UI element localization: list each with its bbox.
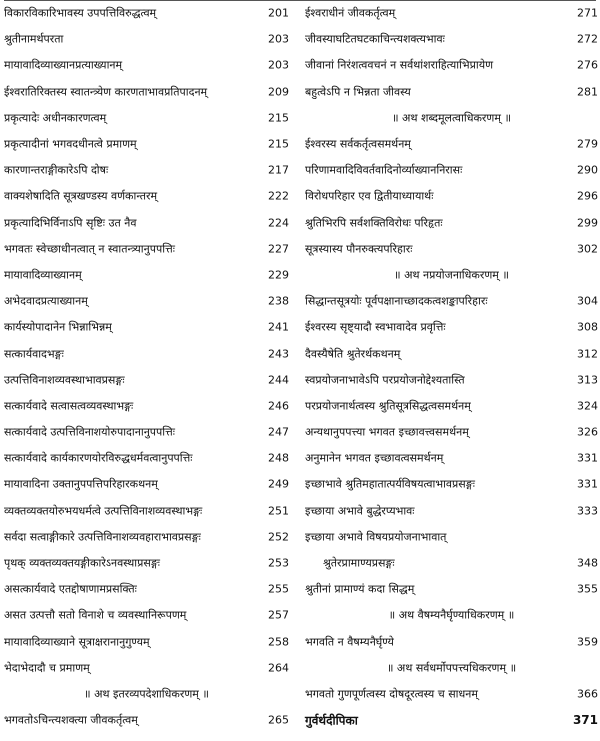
toc-entry-page: 241 — [268, 320, 289, 334]
toc-entry-title: मायावादिव्याख्यानप्रत्याख्यानम् — [4, 58, 123, 72]
toc-entry-title: वाक्यशेषादिति सूत्रखण्डस्य वर्णकान्तरम् — [4, 189, 158, 203]
toc-entry-page: 209 — [268, 85, 289, 99]
toc-entry-page: 227 — [268, 242, 289, 256]
toc-entry[interactable] — [305, 629, 598, 655]
toc-entry-title: असत उत्पत्तौ सतो विनाशे च व्यवस्थानिरूपणम् — [4, 608, 187, 622]
toc-entry-page: 243 — [268, 347, 289, 361]
toc-entry[interactable] — [305, 445, 598, 471]
toc-entry-title: भगवति न वैषम्यनैर्घृण्ये — [305, 635, 394, 649]
toc-entry[interactable] — [305, 524, 598, 550]
toc-entry[interactable] — [4, 707, 289, 733]
toc-entry[interactable] — [4, 131, 289, 157]
toc-entry-title: भेदाभेदादौ च प्रमाणम् — [4, 661, 90, 675]
toc-entry[interactable] — [305, 471, 598, 497]
toc-entry[interactable] — [305, 393, 598, 419]
section-heading — [4, 681, 289, 707]
toc-entry[interactable] — [305, 210, 598, 236]
toc-entry[interactable] — [4, 498, 289, 524]
toc-entry[interactable] — [4, 550, 289, 576]
toc-entry-page: 326 — [577, 425, 598, 439]
toc-entry-title: परप्रयोजनार्थत्वस्य श्रुतिसूत्रसिद्धत्वसमर्थनम् — [305, 399, 471, 413]
toc-entry[interactable] — [4, 183, 289, 209]
section-heading — [305, 602, 598, 628]
toc-entry-title: असत्कार्यवादे एतद्दोषाणामप्रसक्तिः — [4, 582, 137, 596]
toc-entry-page: 331 — [577, 477, 598, 491]
toc-entry-page: 281 — [577, 85, 598, 99]
toc-entry-page: 255 — [268, 582, 289, 596]
toc-entry[interactable] — [4, 471, 289, 497]
toc-entry-title: सर्वदा सत्वाङ्गीकारे उत्पत्तिविनाशव्यवहाराभावप्रसङ्गः — [4, 530, 201, 544]
toc-entry-page: 253 — [268, 556, 289, 570]
toc-entry-title: दैवस्यैषेति श्रुतेरर्थकथनम् — [305, 347, 401, 361]
toc-entry-title: ईश्वराधीनं जीवकर्तृत्वम् — [305, 6, 396, 20]
toc-entry-title: कार्यस्योपादानेन भिन्नाभिन्नम् — [4, 320, 112, 334]
toc-entry-page: 217 — [268, 163, 289, 177]
toc-entry-title: सत्कार्यवादे कार्यकारणयोरविरुद्धधर्मवत्वानुपपत्तिः — [4, 451, 193, 465]
toc-column-right — [305, 0, 598, 733]
toc-entry-title: स्वप्रयोजनाभावेऽपि परप्रयोजनोद्देश्यतास्ति — [305, 373, 465, 387]
toc-entry-title: प्रकृत्यादिभिर्विनाऽपि सृष्टिः उत नैव — [4, 216, 137, 230]
toc-column-left — [4, 0, 289, 733]
section-heading-text: ॥ अथ नप्रयोजनाधिकरणम् ॥ — [394, 268, 509, 282]
toc-entry[interactable] — [305, 183, 598, 209]
toc-entry-page: 229 — [268, 268, 289, 282]
toc-entry-title: सत्कार्यवादभङ्गः — [4, 347, 64, 361]
toc-entry-page: 371 — [572, 713, 598, 728]
section-heading — [305, 262, 598, 288]
toc-entry[interactable] — [4, 576, 289, 602]
toc-entry-page: 203 — [268, 32, 289, 46]
toc-entry[interactable] — [305, 131, 598, 157]
toc-entry[interactable] — [305, 314, 598, 340]
toc-entry-page: 366 — [577, 687, 598, 701]
toc-entry-page: 215 — [268, 137, 289, 151]
toc-entry-page: 244 — [268, 373, 289, 387]
toc-entry[interactable] — [305, 0, 598, 26]
toc-entry-title: मायावादिना उक्तानुपपत्तिपरिहारकथनम् — [4, 477, 158, 491]
toc-entry[interactable] — [305, 550, 598, 576]
toc-entry[interactable] — [305, 288, 598, 314]
toc-entry-title: पृथक् व्यक्तव्यक्तयङ्गीकारेऽनवस्थाप्रसङ्गः — [4, 556, 160, 570]
toc-entry-page: 201 — [268, 6, 289, 20]
toc-entry-page: 264 — [268, 661, 289, 675]
toc-entry[interactable] — [4, 367, 289, 393]
toc-entry-title: अभेदवादप्रत्याख्यानम् — [4, 294, 88, 308]
section-heading-text: ॥ अथ वैषम्यनैर्घृण्याधिकरणम् ॥ — [388, 608, 515, 622]
toc-entry-page: 215 — [268, 111, 289, 125]
toc-entry-title: विकारविकारिभावस्य उपपत्तिविरुद्धत्वम् — [4, 6, 157, 20]
toc-entry-title: कारणान्तराङ्गीकारेऽपि दोषः — [4, 163, 109, 177]
toc-entry[interactable] — [4, 524, 289, 550]
toc-entry-page: 299 — [577, 216, 598, 230]
toc-entry[interactable] — [4, 340, 289, 366]
toc-entry[interactable] — [4, 52, 289, 78]
toc-entry-title: विरोधपरिहार एव द्वितीयाध्यायार्थः — [305, 189, 434, 203]
toc-entry-page: 258 — [268, 635, 289, 649]
toc-entry-title: श्रुतीनामर्थपरता — [4, 32, 64, 46]
toc-entry-title: अन्यथानुपपत्त्या भगवत इच्छावत्त्वसमर्थनम् — [305, 425, 469, 439]
toc-entry-title: मायावादिव्याख्यानम् — [4, 268, 82, 282]
toc-entry[interactable] — [4, 602, 289, 628]
toc-entry-page: 313 — [577, 373, 598, 387]
toc-entry[interactable] — [4, 0, 289, 26]
toc-entry[interactable] — [305, 340, 598, 366]
toc-entry-title: ईश्वरातिरिक्तस्य स्वातन्त्र्येण कारणताभावप्रतिपादनम् — [4, 85, 208, 99]
toc-entry-page: 272 — [577, 32, 598, 46]
toc-entry-page: 324 — [577, 399, 598, 413]
toc-entry-page: 247 — [268, 425, 289, 439]
toc-entry-title: ईश्वरस्य सर्वकर्तृत्वसमर्थनम् — [305, 137, 411, 151]
toc-entry-page: 224 — [268, 216, 289, 230]
toc-entry[interactable] — [305, 681, 598, 707]
toc-entry[interactable] — [4, 26, 289, 52]
toc-entry-page: 251 — [268, 504, 289, 518]
toc-entry[interactable] — [4, 288, 289, 314]
section-heading-text: ॥ अथ सर्वधर्मोपपत्त्यधिकरणम् ॥ — [386, 661, 517, 675]
toc-entry-title: उत्पत्तिविनाशव्यवस्थाभावप्रसङ्गः — [4, 373, 125, 387]
toc-entry-page: 222 — [268, 189, 289, 203]
toc-entry-title: गुर्वर्थदीपिका — [305, 713, 358, 728]
toc-entry-page: 296 — [577, 189, 598, 203]
toc-entry-page: 271 — [577, 6, 598, 20]
toc-entry[interactable] — [305, 419, 598, 445]
section-heading — [305, 655, 598, 681]
toc-entry-title: प्रकृत्यादेः अधीनकारणत्वम् — [4, 111, 107, 125]
toc-entry-title: भगवतोऽचिन्त्यशक्त्या जीवकर्तृत्वम् — [4, 713, 138, 727]
toc-entry-page: 290 — [577, 163, 598, 177]
toc-entry-page: 308 — [577, 320, 598, 334]
toc-entry[interactable] — [4, 236, 289, 262]
toc-entry-page: 238 — [268, 294, 289, 308]
toc-entry[interactable] — [305, 26, 598, 52]
toc-entry-title: इच्छाभावे श्रुतिमहातात्पर्यविषयत्वाभावप्रसङ्गः — [305, 477, 475, 491]
toc-entry-title: श्रुतीनां प्रामाण्यं कदा सिद्धम् — [305, 582, 415, 596]
toc-entry-page: 249 — [268, 477, 289, 491]
toc-entry[interactable] — [4, 210, 289, 236]
toc-entry[interactable] — [4, 314, 289, 340]
toc-entry-title: ईश्वरस्य सृष्ट्यादौ स्वभावादेव प्रवृत्तिः — [305, 320, 446, 334]
toc-entry-title: श्रुतेरप्रामाण्यप्रसङ्गः — [323, 556, 395, 570]
toc-entry-page: 248 — [268, 451, 289, 465]
toc-entry-page: 246 — [268, 399, 289, 413]
toc-entry[interactable] — [4, 105, 289, 131]
toc-entry[interactable] — [4, 445, 289, 471]
toc-entry-title: परिणामवादिविवर्तवादिनोर्व्याख्याननिरासः — [305, 163, 463, 177]
toc-entry[interactable] — [4, 157, 289, 183]
toc-entry-title: जीवस्याघटितघटकाचिन्त्यशक्त्यभावः — [305, 32, 445, 46]
toc-entry[interactable] — [305, 498, 598, 524]
toc-entry-title: इच्छाया अभावे विषयप्रयोजनाभावात् — [305, 530, 447, 544]
toc-entry[interactable] — [305, 52, 598, 78]
toc-entry-title: श्रुतिभिरपि सर्वशक्तिविरोधः परिहृतः — [305, 216, 443, 230]
toc-entry-title: मायावादिव्याख्याने सूत्राक्षरानानुगुण्यम् — [4, 635, 150, 649]
toc-entry-title: अनुमानेन भगवत इच्छावत्वसमर्थनम् — [305, 451, 444, 465]
toc-entry[interactable] — [4, 419, 289, 445]
toc-entry[interactable] — [305, 236, 598, 262]
toc-entry-page: 331 — [577, 451, 598, 465]
toc-entry[interactable] — [305, 157, 598, 183]
toc-entry[interactable] — [305, 79, 598, 105]
toc-entry-page: 257 — [268, 608, 289, 622]
toc-entry[interactable] — [4, 79, 289, 105]
toc-entry-title: इच्छाया अभावे बुद्धेरप्यभावः — [305, 504, 415, 518]
toc-entry-title: जीवानां निरंशत्ववचनं न सर्वथांशराहित्याभिप्रायेण — [305, 58, 494, 72]
toc-entry-title: सत्कार्यवादे सत्वासत्वव्यवस्थाभङ्गः — [4, 399, 134, 413]
toc-entry[interactable] — [4, 629, 289, 655]
toc-entry-page: 333 — [577, 504, 598, 518]
toc-entry-page: 302 — [577, 242, 598, 256]
toc-entry-page: 276 — [577, 58, 598, 72]
toc-entry-title: भगवतः स्वेच्छाधीनत्वात् न स्वातन्त्र्यानुपपत्तिः — [4, 242, 175, 256]
toc-entry-title: भगवतो गुणपूर्णत्वस्य दोषदूरत्वस्य च साधनम् — [305, 687, 478, 701]
toc-entry-page: 304 — [577, 294, 598, 308]
toc-entry-title: प्रकृत्यादीनां भगवदधीनत्वे प्रमाणम् — [4, 137, 137, 151]
toc-entry-title: व्यक्तव्यक्तयोरुभयधर्मत्वे उत्पत्तिविनाशव्यवस्थाभङ्गः — [4, 504, 203, 518]
toc-entry[interactable] — [305, 367, 598, 393]
section-heading-text: ॥ अथ शब्दमूलत्वाधिकरणम् ॥ — [391, 111, 512, 125]
toc-entry-page: 312 — [577, 347, 598, 361]
section-heading-text: ॥ अथ इतरव्यपदेशाधिकरणम् ॥ — [84, 687, 209, 701]
toc-entry-title: सत्कार्यवादे उत्पत्तिविनाशयोरुपादानानुपपत्तिः — [4, 425, 175, 439]
toc-entry-title: बहुत्वेऽपि न भिन्नता जीवस्य — [305, 85, 411, 99]
toc-entry-title: सूत्रस्यास्य पौनरुक्त्यपरिहारः — [305, 242, 413, 256]
toc-entry-page: 203 — [268, 58, 289, 72]
toc-entry-page: 355 — [577, 582, 598, 596]
toc-entry-page: 252 — [268, 530, 289, 544]
toc-entry-page: 359 — [577, 635, 598, 649]
toc-entry-page: 348 — [577, 556, 598, 570]
toc-entry[interactable] — [305, 576, 598, 602]
toc-entry-title: सिद्धान्तसूत्रयोः पूर्वपक्षानाच्छादकत्वशङ्कापरिहारः — [305, 294, 488, 308]
toc-entry-page: 279 — [577, 137, 598, 151]
toc-entry[interactable] — [4, 655, 289, 681]
toc-entry[interactable] — [4, 262, 289, 288]
toc-entry-page: 265 — [268, 713, 289, 727]
toc-entry[interactable] — [4, 393, 289, 419]
toc-entry[interactable] — [305, 707, 598, 733]
section-heading — [305, 105, 598, 131]
